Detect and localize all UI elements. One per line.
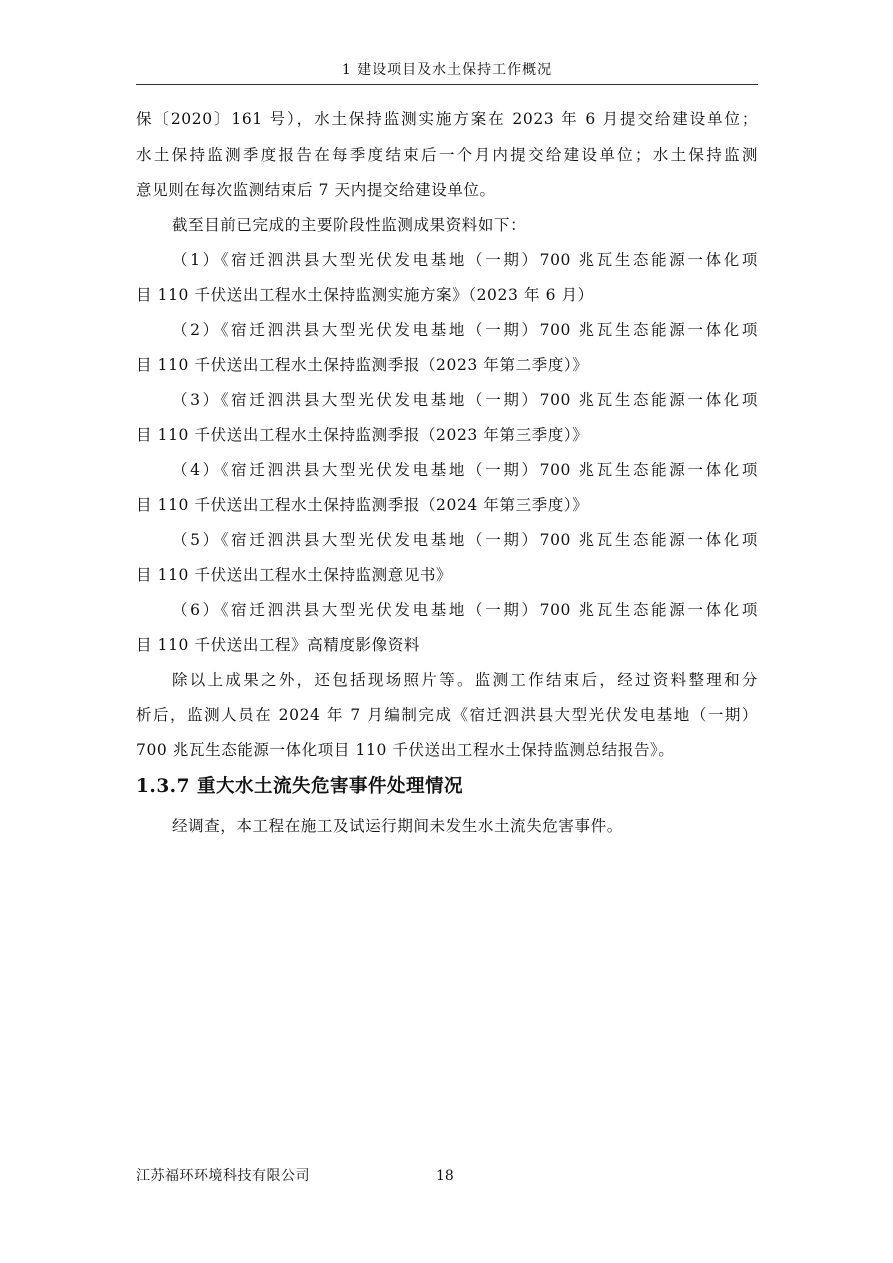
paragraph-line: 水土保持监测季度报告在每季度结束后一个月内提交给建设单位；水土保持监测	[136, 146, 758, 164]
header-rule	[136, 84, 758, 85]
list-item-line: 目 110 千伏送出工程》高精度影像资料	[136, 636, 420, 654]
footer-company: 江苏福环环境科技有限公司	[136, 1168, 310, 1184]
list-item-line: （2）《宿迁泗洪县大型光伏发电基地（一期）700 兆瓦生态能源一体化项	[172, 321, 758, 339]
paragraph-line: 700 兆瓦生态能源一体化项目 110 千伏送出工程水土保持监测总结报告》。	[136, 741, 675, 759]
list-item-line: 目 110 千伏送出工程水土保持监测季报（2024 年第三季度）》	[136, 496, 589, 514]
list-item-line: 目 110 千伏送出工程水土保持监测实施方案》（2023 年 6 月）	[136, 286, 594, 304]
list-item-line: 目 110 千伏送出工程水土保持监测季报（2023 年第三季度）》	[136, 426, 589, 444]
list-item-line: （4）《宿迁泗洪县大型光伏发电基地（一期）700 兆瓦生态能源一体化项	[172, 461, 758, 479]
section-paragraph: 经调查，本工程在施工及试运行期间未发生水土流失危害事件。	[172, 817, 623, 835]
list-item-line: （6）《宿迁泗洪县大型光伏发电基地（一期）700 兆瓦生态能源一体化项	[172, 601, 758, 619]
paragraph-line: 除以上成果之外，还包括现场照片等。监测工作结束后，经过资料整理和分	[172, 671, 758, 689]
list-item-line: 目 110 千伏送出工程水土保持监测意见书》	[136, 566, 453, 584]
paragraph-line: 保〔2020〕161 号），水土保持监测实施方案在 2023 年 6 月提交给建设单位；	[136, 110, 758, 128]
list-item-line: （1）《宿迁泗洪县大型光伏发电基地（一期）700 兆瓦生态能源一体化项	[172, 251, 758, 269]
paragraph-line: 析后，监测人员在 2024 年 7 月编制完成《宿迁泗洪县大型光伏发电基地（一期）	[136, 706, 758, 724]
page-header: 1 建设项目及水土保持工作概况	[341, 62, 553, 78]
paragraph-line: 意见则在每次监测结束后 7 天内提交给建设单位。	[136, 181, 496, 199]
paragraph-line: 截至目前已完成的主要阶段性监测成果资料如下：	[172, 216, 527, 234]
page-number: 18	[436, 1168, 454, 1184]
list-item-line: （3）《宿迁泗洪县大型光伏发电基地（一期）700 兆瓦生态能源一体化项	[172, 391, 758, 409]
list-item-line: （5）《宿迁泗洪县大型光伏发电基地（一期）700 兆瓦生态能源一体化项	[172, 531, 758, 549]
list-item-line: 目 110 千伏送出工程水土保持监测季报（2023 年第二季度）》	[136, 356, 589, 374]
section-heading: 1.3.7 重大水土流失危害事件处理情况	[136, 776, 463, 797]
